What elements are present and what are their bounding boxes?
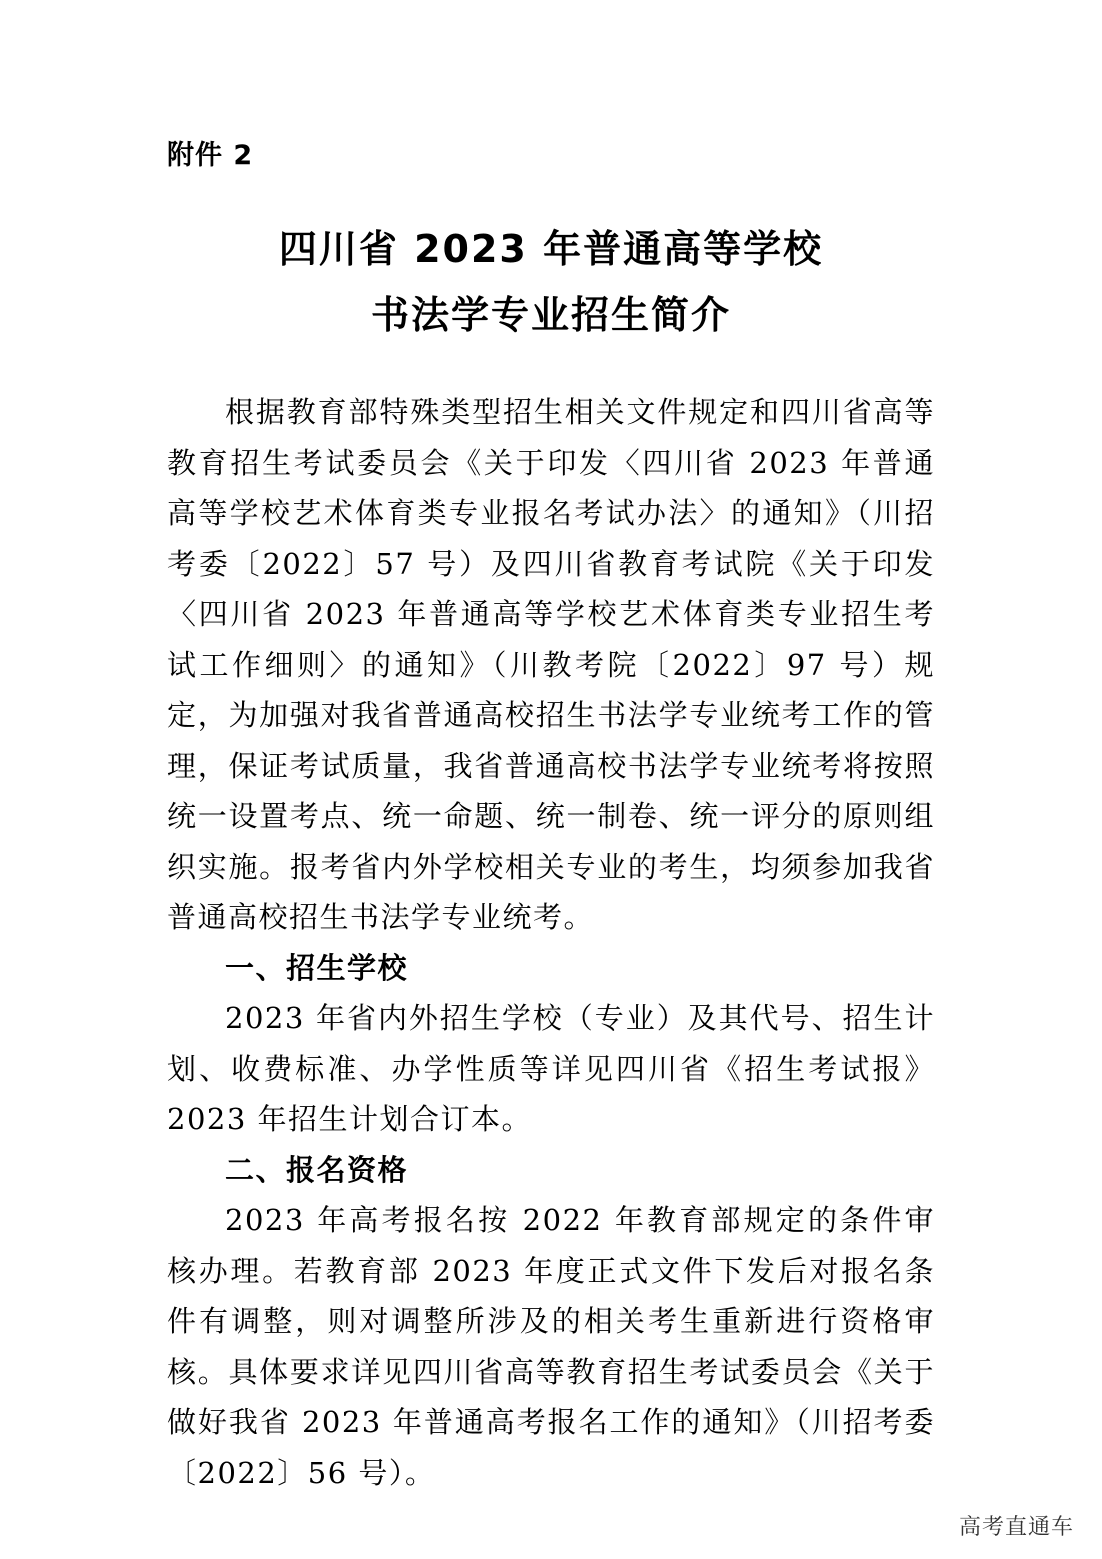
section-text-eligibility: 2023 年高考报名按 2022 年教育部规定的条件审核办理。若教育部 2023 年度正式文件下发后对报名条件有调整，则对调整所涉及的相关考生重新进行资格审核。具体要求详见四川省高等教育招生考试委员会《关于做好我省 2023 年普通高考报名工作的通知》（川招考委〔2022〕56 号）。 [167,1203,935,1490]
section-text-schools: 2023 年省内外招生学校（专业）及其代号、招生计划、收费标准、办学性质等详见四川省《招生考试报》2023 年招生计划合订本。 [167,1001,935,1136]
watermark-text: 高考直通车 [958,1515,1074,1540]
document-title-line-1: 四川省 2023 年普通高等学校 [278,227,824,271]
intro-paragraph: 根据教育部特殊类型招生相关文件规定和四川省高等教育招生考试委员会《关于印发〈四川省 2023 年普通高等学校艺术体育类专业报名考试办法〉的通知》（川招考委〔2022〕57 号）及四川省教育考试院《关于印发〈四川省 2023 年普通高等学校艺术体育类专业招生考试工作细则〉的通知》（川教考院〔2022〕97 号）规定，为加强对我省普通高校招生书法学专业统考工作的管理，保证考试质量，我省普通高校书法学专业统考将按照统一设置考点、统一命题、统一制卷、统一评分的原则组织实施。报考省内外学校相关专业的考生，均须参加我省普通高校招生书法学专业统考。 [167,395,935,934]
document-body [167,387,935,1498]
attachment-label: 附件 2 [167,140,254,171]
section-heading-schools: 一、招生学校 [225,950,409,985]
document-title-line-2: 书法学专业招生简介 [370,293,731,337]
section-heading-eligibility: 二、报名资格 [225,1152,409,1187]
